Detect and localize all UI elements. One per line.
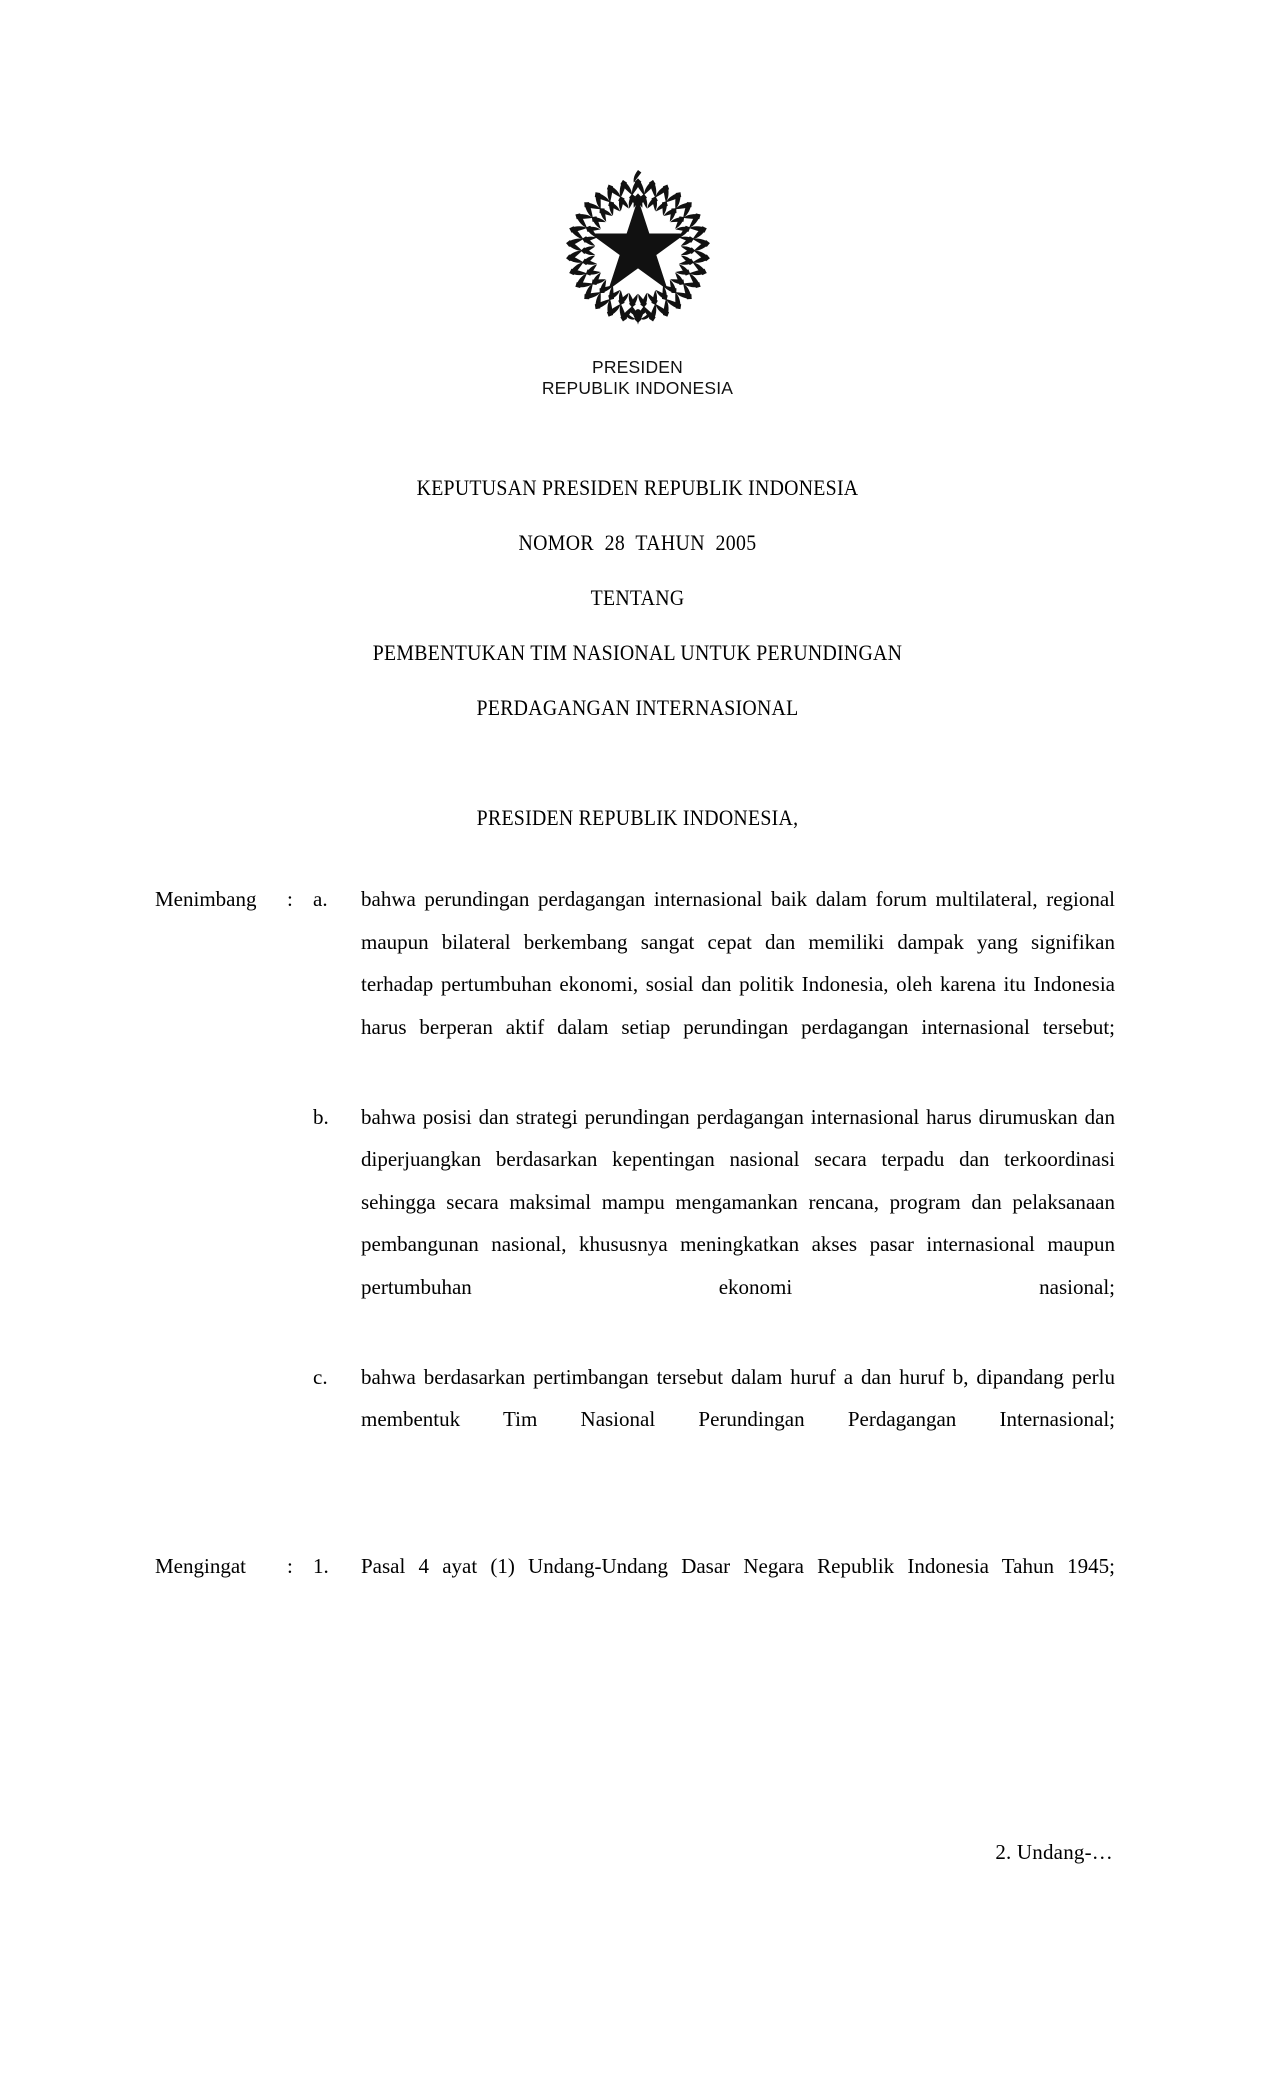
mengingat-colon: :	[287, 1554, 293, 1578]
title-tentang: TENTANG	[590, 585, 685, 610]
clause-marker: a.	[313, 887, 328, 911]
menimbang-colon: :	[287, 887, 293, 911]
mengingat-label: Mengingat	[155, 1554, 246, 1578]
emblem-container	[0, 165, 1275, 333]
document-title-block	[0, 460, 1275, 845]
letterhead-line-republik-indonesia: REPUBLIK INDONESIA	[541, 378, 734, 398]
title-subject-line-1: PEMBENTUKAN TIM NASIONAL UNTUK PERUNDINGAN	[372, 640, 903, 665]
title-nomor-tahun: NOMOR 28 TAHUN 2005	[518, 530, 757, 555]
letterhead	[0, 357, 1275, 399]
clause-text: bahwa berdasarkan pertimbangan tersebut dalam huruf a dan huruf b, dipandang perlu membentuk Tim Nasional Perundingan Perdagangan Internasional;	[361, 1364, 1115, 1431]
title-spacer	[0, 735, 1275, 790]
clause-row	[155, 1356, 1115, 1484]
clause-marker: b.	[313, 1104, 329, 1129]
page-catchword: 2. Undang-…	[995, 1840, 1113, 1864]
indonesian-presidential-seal-star-wreath-icon	[552, 165, 724, 333]
title-keputusan-presiden: KEPUTUSAN PRESIDEN REPUBLIK INDONESIA	[416, 475, 859, 500]
clause-marker: c.	[313, 1364, 328, 1389]
menimbang-label: Menimbang	[155, 887, 257, 911]
document-body	[155, 878, 1115, 1630]
letterhead-line-presiden: PRESIDEN	[591, 357, 684, 377]
title-subject-line-2: PERDAGANGAN INTERNASIONAL	[476, 695, 799, 720]
clause-text: bahwa posisi dan strategi perundingan perdagangan internasional harus dirumuskan dan diperjuangkan berdasarkan kepentingan nasional secara terpadu dan terkoordinasi sehingga secara maksimal mampu mengamankan rencana, program dan pelaksanaan pembangunan nasional, khususnya meningkatkan akses pasar internasional maupun pertumbuhan ekonomi nasional;	[361, 1104, 1115, 1299]
section-spacer	[155, 1483, 1115, 1545]
clause-row	[155, 1096, 1115, 1351]
clause-text: Pasal 4 ayat (1) Undang-Undang Dasar Negara Republik Indonesia Tahun 1945;	[361, 1554, 1115, 1578]
clause-row	[155, 1545, 1115, 1630]
clause-row	[155, 878, 1115, 1091]
issuing-authority: PRESIDEN REPUBLIK INDONESIA,	[476, 805, 799, 830]
clause-marker: 1.	[313, 1554, 329, 1578]
clause-text: bahwa perundingan perdagangan internasional baik dalam forum multilateral, regional maupun bilateral berkembang sangat cepat dan memiliki dampak yang signifikan terhadap pertumbuhan ekonomi, sosial dan politik Indonesia, oleh karena itu Indonesia harus berperan aktif dalam setiap perundingan perdagangan internasional tersebut;	[361, 887, 1115, 1039]
